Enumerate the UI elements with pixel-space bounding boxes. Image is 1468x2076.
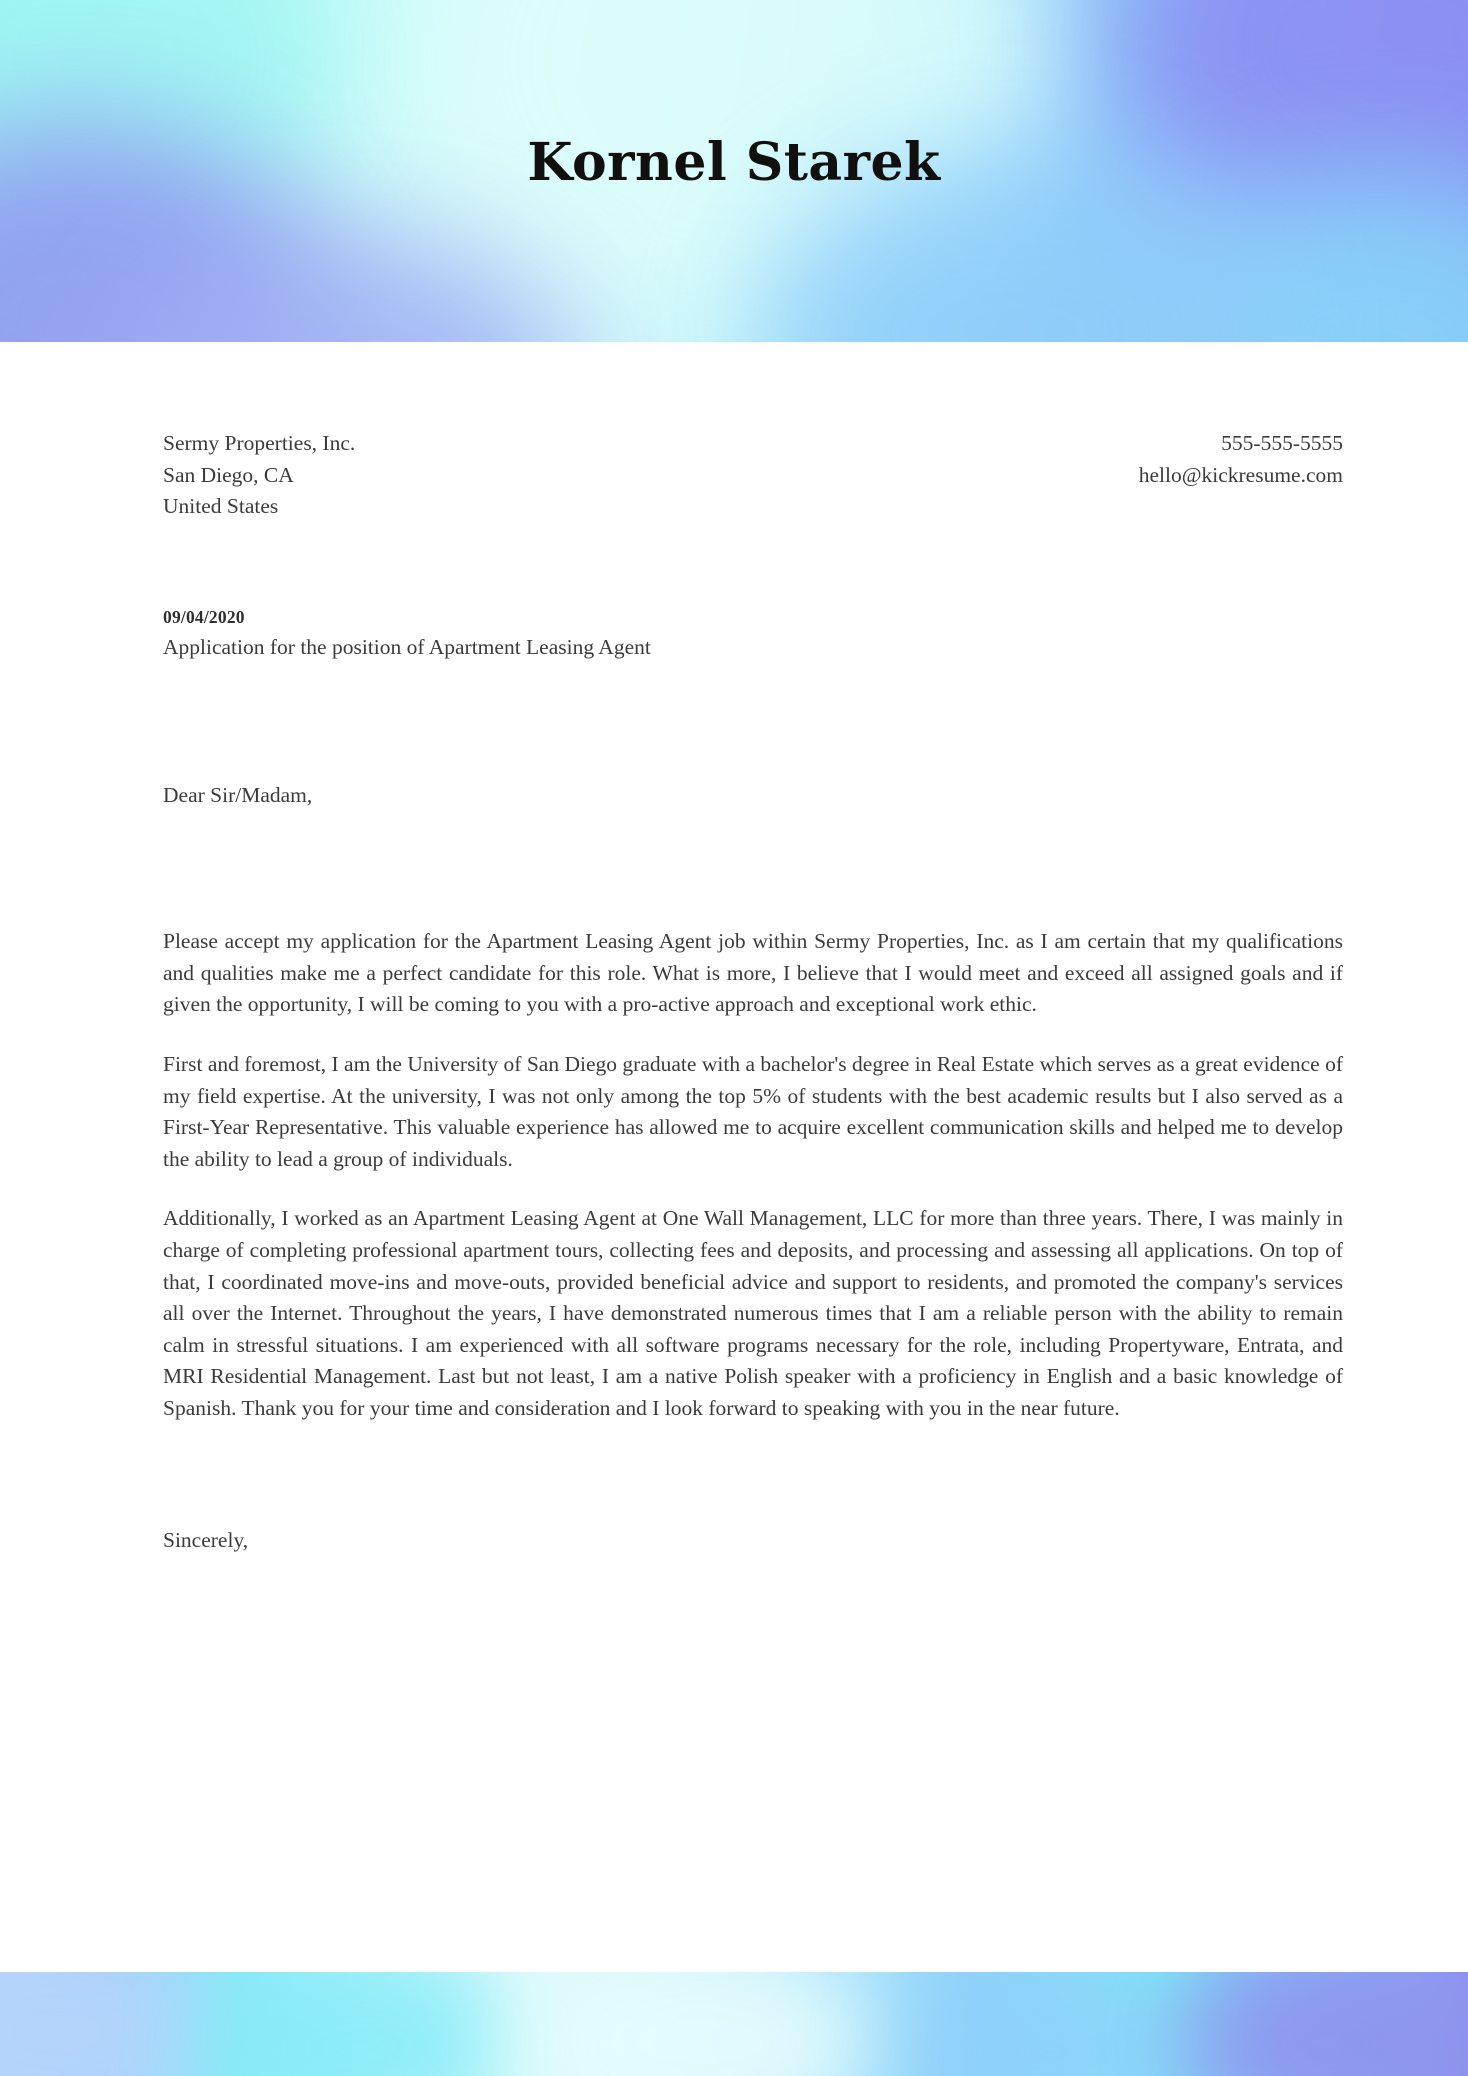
letter-paragraph: Additionally, I worked as an Apartment Leasing Agent at One Wall Management, LLC for more than three years. There, I was mainly in charge of completing professional apartment tours, collecting fees and deposits, and processing and assessing all applications. On top of that, I coordinated move-ins and move-outs, provided beneficial advice and support to residents, and promoted the company's services all over the Internet. Throughout the years, I have demonstrated numerous times that I am a reliable person with the ability to remain calm in stressful situations. I am experienced with all software programs necessary for the role, including Propertyware, Entrata, and MRI Residential Management. Last but not least, I am a native Polish speaker with a proficiency in English and a basic knowledge of Spanish. Thank you for your time and consideration and I look forward to speaking with you in the near future. bbox=[163, 1206, 1343, 1420]
recipient-company: Sermy Properties, Inc. bbox=[163, 431, 356, 455]
letter-body-area bbox=[163, 342, 1343, 1553]
letter-subject: Application for the position of Apartment Leasing Agent bbox=[163, 635, 651, 660]
recipient-city: San Diego, CA bbox=[163, 462, 294, 487]
contact-phone: 555-555-5555 bbox=[1221, 431, 1343, 455]
letter-paragraph: Please accept my application for the Apartment Leasing Agent job within Sermy Properties, Inc. as I am certain that my qualifications and qualities make me a perfect candidate for this role. What is more, I believe that I would meet and exceed all assigned goals and if given the opportunity, I will be coming to you with a pro-active approach and exceptional work ethic. bbox=[163, 929, 1343, 1017]
recipient-country: United States bbox=[163, 494, 279, 519]
footer-blob-cyan-left bbox=[200, 1972, 520, 2076]
contact-email[interactable]: hello@kickresume.com bbox=[1138, 462, 1343, 487]
letter-paragraphs bbox=[163, 926, 1343, 1424]
recipient-address-block bbox=[163, 428, 355, 523]
address-row bbox=[163, 342, 1343, 523]
letter-paragraph: First and foremost, I am the University of San Diego graduate with a bachelor's degree in Real Estate which serves as a great evidence of my field expertise. At the university, I was not only among the top 5% of students with the best academic results but I also served as a First-Year Representative. This valuable experience has allowed me to acquire excellent communication skills and helped me to develop the ability to lead a group of individuals. bbox=[163, 1051, 1343, 1171]
letter-closing: Sincerely, bbox=[163, 1527, 249, 1552]
footer-blob-purple-right bbox=[1180, 1972, 1468, 2076]
sender-contact-block bbox=[1139, 428, 1343, 491]
footer-blob-blue-right bbox=[900, 1972, 1200, 2076]
footer-blob-blue-left bbox=[0, 1972, 210, 2076]
date-subject-block bbox=[163, 604, 1343, 663]
footer-blob-pale-center bbox=[520, 1972, 880, 2076]
footer-gradient-band bbox=[0, 1972, 1468, 2076]
page-title: Kornel Starek bbox=[527, 132, 941, 193]
letter-date: 09/04/2020 bbox=[163, 606, 245, 627]
salutation: Dear Sir/Madam, bbox=[163, 783, 313, 808]
